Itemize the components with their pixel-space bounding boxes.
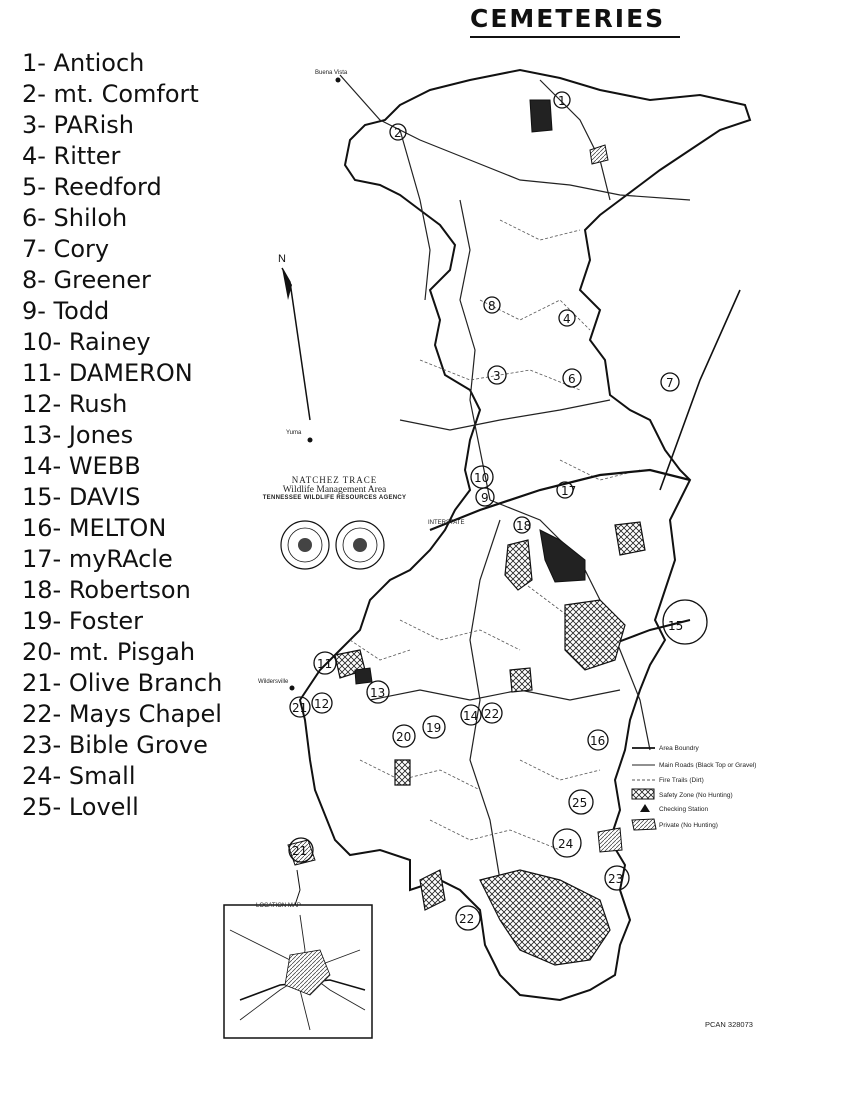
svg-text:20: 20 (396, 730, 412, 744)
svg-text:12: 12 (314, 697, 330, 711)
yuma-label: Yuma (286, 430, 302, 436)
map-title-line-1: NATCHEZ TRACE (291, 475, 378, 485)
yuma-dot (308, 438, 313, 443)
agency-seal-left (281, 521, 329, 569)
cemetery-list-item: 21- Olive Branch (22, 669, 223, 697)
svg-text:10: 10 (474, 471, 490, 485)
map-title-line-3: TENNESSEE WILDLIFE RESOURCES AGENCY (262, 495, 407, 501)
svg-text:15: 15 (668, 619, 684, 633)
cemetery-list-item: 18- Robertson (22, 576, 191, 604)
cemetery-list-item: 6- Shiloh (22, 204, 128, 232)
cemetery-marker-18 (514, 517, 531, 533)
svg-text:Safety Zone (No Hunting): Safety Zone (No Hunting) (659, 792, 733, 799)
svg-text:11: 11 (317, 657, 333, 671)
agency-seal-right (336, 521, 384, 569)
map-title-block (252, 475, 417, 501)
svg-text:18: 18 (516, 519, 532, 533)
cemetery-list-item: 1- Antioch (22, 49, 145, 77)
north-arrow (278, 253, 310, 420)
map-key (632, 745, 756, 830)
cemetery-list-item: 8- Greener (22, 266, 151, 294)
cemetery-list-item: 23- Bible Grove (22, 731, 208, 759)
cemetery-marker-7 (661, 373, 679, 391)
svg-text:16: 16 (590, 734, 606, 748)
svg-text:19: 19 (426, 721, 442, 735)
svg-text:3: 3 (493, 369, 501, 383)
cemetery-list-item: 15- DAVIS (22, 483, 141, 511)
cemetery-list-item: 5- Reedford (22, 173, 162, 201)
svg-text:2: 2 (394, 126, 402, 140)
cemetery-list-item: 14- WEBB (22, 452, 141, 480)
svg-text:8: 8 (488, 299, 496, 313)
cemetery-list-item: 11- DAMERON (22, 359, 193, 387)
svg-text:LOCATION MAP: LOCATION MAP (256, 903, 301, 909)
svg-text:13: 13 (370, 686, 386, 700)
svg-text:25: 25 (572, 796, 588, 810)
svg-text:23: 23 (608, 872, 624, 886)
svg-text:4: 4 (563, 312, 571, 326)
cemetery-marker-22-south (456, 906, 480, 930)
wildersville-label: Wildersville (258, 679, 289, 685)
svg-text:7: 7 (666, 376, 674, 390)
svg-text:21: 21 (292, 701, 308, 715)
cemetery-list-item: 16- MELTON (22, 514, 167, 542)
svg-text:Main Roads (Black Top or Grave: Main Roads (Black Top or Gravel) (659, 762, 757, 769)
svg-text:Fire Trails (Dirt): Fire Trails (Dirt) (659, 777, 704, 784)
cemetery-list-item: 13- Jones (22, 421, 134, 449)
svg-text:Checking Station: Checking Station (659, 806, 709, 813)
svg-text:6: 6 (568, 372, 576, 386)
svg-text:22: 22 (484, 707, 500, 721)
cemetery-list-item: 25- Lovell (22, 793, 139, 821)
svg-text:Private (No Hunting): Private (No Hunting) (659, 822, 718, 829)
svg-text:21: 21 (292, 844, 308, 858)
wildersville-dot (290, 686, 295, 691)
cemetery-list-item: 3- PARish (22, 111, 134, 139)
page-title: CEMETERIES (470, 4, 666, 33)
svg-text:24: 24 (558, 837, 574, 851)
cemetery-list-item: 2- mt. Comfort (22, 80, 199, 108)
svg-text:9: 9 (481, 491, 489, 505)
cemetery-list-item: 22- Mays Chapel (22, 700, 222, 728)
cemetery-list-item: 9- Todd (22, 297, 110, 325)
cemetery-list-item: 17- myRAcle (22, 545, 173, 573)
cemetery-list-item: 20- mt. Pisgah (22, 638, 196, 666)
cemetery-list-item: 24- Small (22, 762, 136, 790)
reference-code: PCAN 328073 (705, 1020, 753, 1029)
cemetery-list-item: 10- Rainey (22, 328, 151, 356)
svg-text:Area Boundry: Area Boundry (659, 745, 699, 752)
buena-vista-label: Buena Vista (315, 70, 348, 76)
cemetery-list-item: 4- Ritter (22, 142, 121, 170)
svg-text:14: 14 (463, 709, 479, 723)
interstate-label: INTERSTATE (428, 520, 465, 526)
cemetery-list-item: 19- Foster (22, 607, 144, 635)
svg-text:N: N (278, 253, 286, 265)
cemetery-list-item: 12- Rush (22, 390, 128, 418)
svg-text:22: 22 (459, 912, 475, 926)
cemetery-list-item: 7- Cory (22, 235, 110, 263)
location-inset-map (224, 870, 372, 1038)
buena-vista-dot (336, 78, 341, 83)
map-title-line-2: Wildlife Management Area (282, 485, 387, 495)
svg-text:1: 1 (558, 94, 566, 108)
svg-text:17: 17 (561, 484, 577, 498)
